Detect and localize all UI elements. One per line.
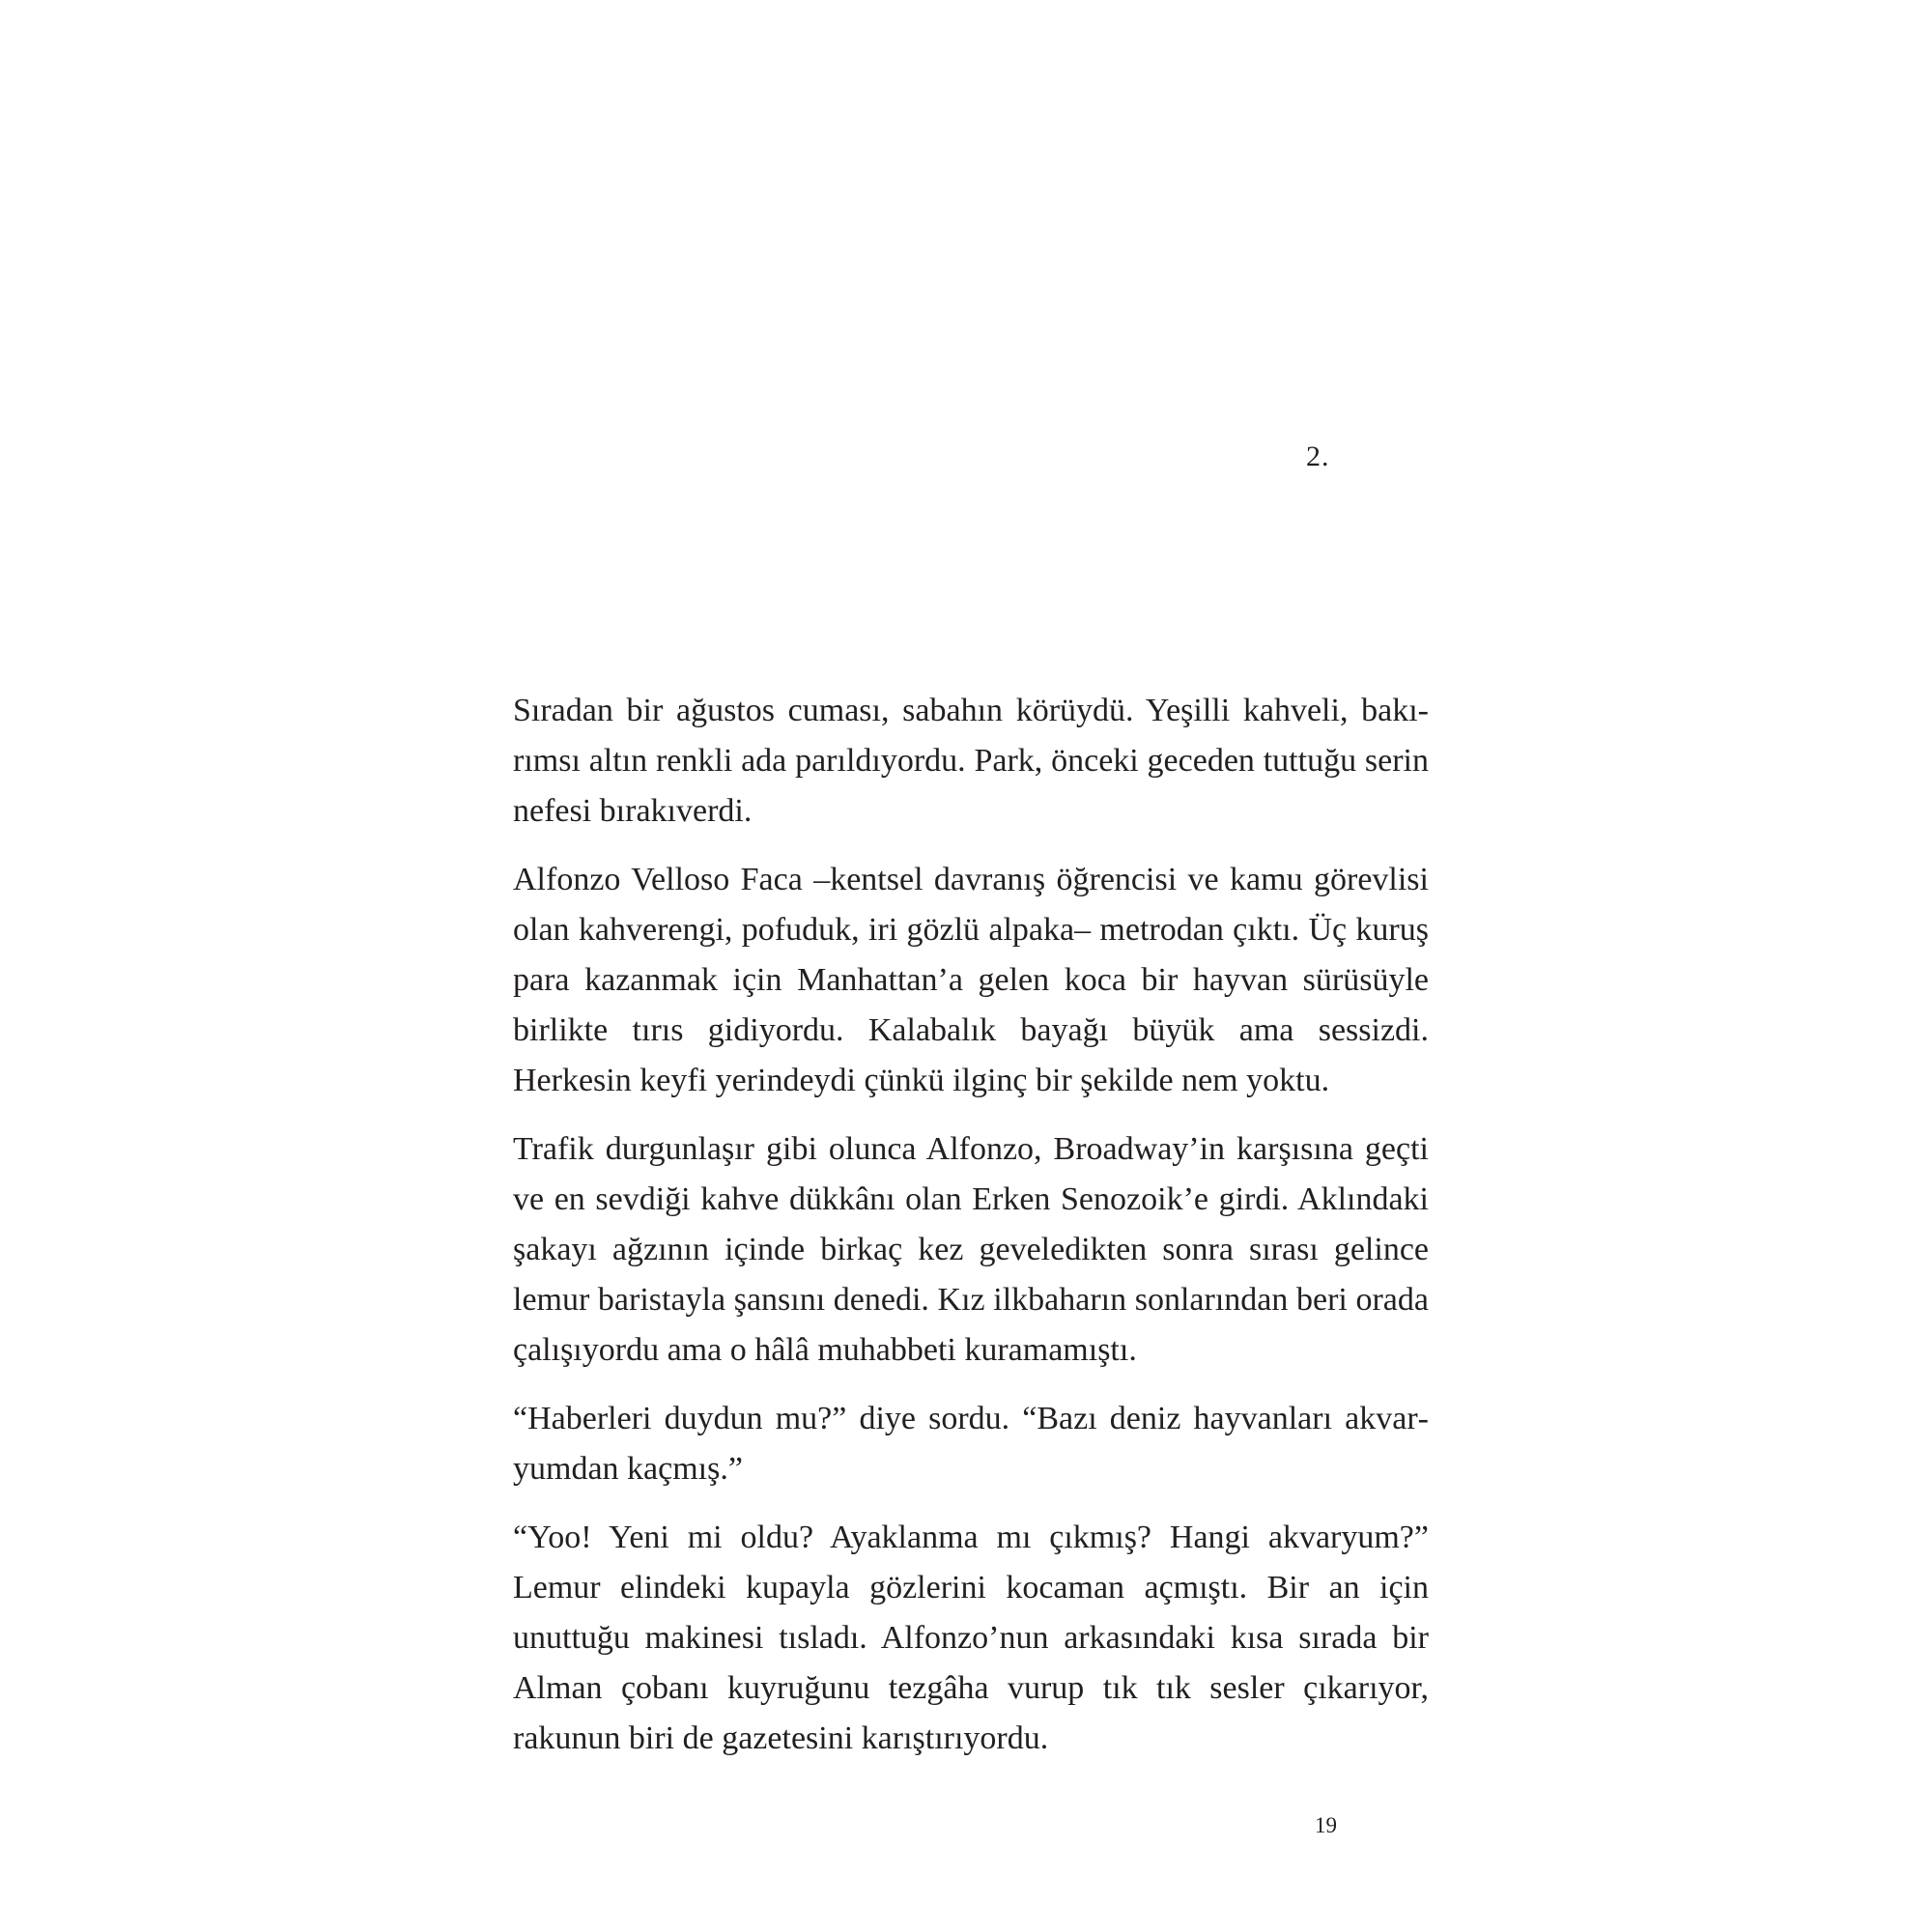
paragraph: “Haberleri duydun mu?” diye sordu. “Bazı deniz hayvanları akvaryumdan kaçmış.” bbox=[513, 1401, 1429, 1487]
paragraph: Trafik durgunlaşır gibi olunca Alfonzo, Broadway’in karşısına geçti ve en sevdiği kahve dükkânı olan Erken Senozoik’e girdi. Aklındaki şakayı ağzının içinde birkaç kez geveledikten sonra sırası gelince lemur baristayla şansını denedi. Kız ilkbaharın sonlarından beri orada çalışıyordu ama o hâlâ muhabbeti kuramamıştı. bbox=[513, 1131, 1429, 1368]
body-text bbox=[513, 686, 1429, 1782]
page-number: 19 bbox=[1315, 1813, 1337, 1837]
paragraph: Sıradan bir ağustos cuması, sabahın körüydü. Yeşilli kahveli, bakırımsı altın renkli ada parıldıyordu. Park, önceki geceden tuttuğu serin nefesi bırakıverdi. bbox=[513, 693, 1429, 829]
paragraph: Alfonzo Velloso Faca –kentsel davranış öğrencisi ve kamu görevlisi olan kahverengi, pofuduk, iri gözlü alpaka– metrodan çıktı. Üç kuruş para kazanmak için Manhattan’a gelen koca bir hayvan sürüsüyle birlikte tırıs gidiyordu. Kalabalık bayağı büyük ama sessizdi. Herkesin keyfi yerindeydi çünkü ilginç bir şekilde nem yoktu. bbox=[513, 862, 1429, 1098]
chapter-number: 2. bbox=[1306, 440, 1330, 472]
paragraph: “Yoo! Yeni mi oldu? Ayaklanma mı çıkmış? Hangi akvaryum?” Lemur elindeki kupayla gözlerini kocaman açmıştı. Bir an için unuttuğu makinesi tısladı. Alfonzo’nun arkasındaki kısa sırada bir Alman çobanı kuyruğunu tezgâha vurup tık tık sesler çıkarıyor, rakunun biri de gazetesini karıştırıyordu. bbox=[513, 1520, 1429, 1756]
